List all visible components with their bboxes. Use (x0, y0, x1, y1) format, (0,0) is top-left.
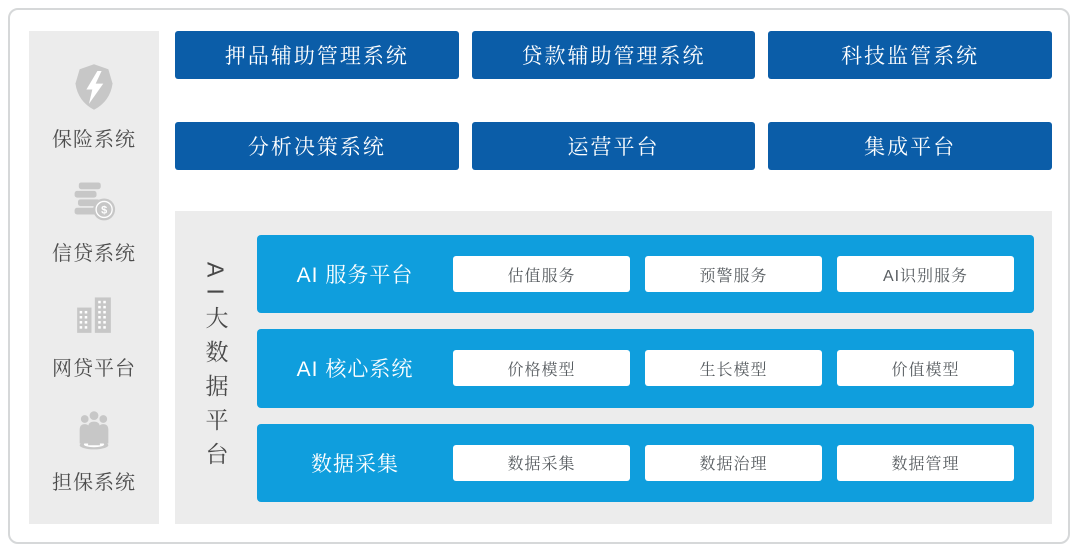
bar-label: AI 核心系统 (296, 358, 414, 382)
coins-dollar-icon (67, 174, 121, 228)
sidebar-item-insurance-system (52, 60, 136, 152)
sidebar-item-guarantee-system (52, 403, 136, 495)
system-button-row-1 (175, 31, 1052, 79)
value-model-chip: 价值模型 (837, 350, 1014, 386)
warning-service-chip: 预警服务 (645, 256, 822, 292)
data-collection-bar (257, 424, 1034, 502)
bar-chips (453, 256, 1014, 292)
panel-vertical-title: AI大数据平台 (202, 261, 229, 476)
growth-model-chip: 生长模型 (645, 350, 822, 386)
buildings-icon (67, 289, 121, 343)
data-collection-chip: 数据采集 (453, 445, 630, 481)
external-systems-sidebar (29, 31, 159, 524)
analysis-decision-system-button: 分析决策系统 (175, 122, 459, 170)
integration-platform-button: 集成平台 (768, 122, 1052, 170)
panel-title-column (175, 235, 257, 502)
diagram-card (8, 8, 1070, 544)
bar-chips (453, 445, 1014, 481)
system-button-row-2 (175, 122, 1052, 170)
people-group-icon (67, 403, 121, 457)
ai-service-platform-bar (257, 235, 1034, 313)
sidebar-item-label: 信贷系统 (52, 243, 136, 266)
tech-regulation-system-button: 科技监管系统 (768, 31, 1052, 79)
data-management-chip: 数据管理 (837, 445, 1014, 481)
loan-assist-management-system-button: 贷款辅助管理系统 (472, 31, 756, 79)
sidebar-item-credit-system (52, 174, 136, 266)
main-area (175, 31, 1052, 524)
price-model-chip: 价格模型 (453, 350, 630, 386)
bar-chips (453, 350, 1014, 386)
svg-text:$: $ (101, 204, 108, 217)
bar-label: 数据采集 (311, 452, 399, 476)
operation-platform-button: 运营平台 (472, 122, 756, 170)
bar-label: AI 服务平台 (296, 264, 414, 288)
sidebar-item-label: 担保系统 (52, 472, 136, 495)
collateral-assist-management-system-button: 押品辅助管理系统 (175, 31, 459, 79)
sidebar-item-online-lending-platform (52, 289, 136, 381)
shield-lightning-icon (67, 60, 121, 114)
valuation-service-chip: 估值服务 (453, 256, 630, 292)
ai-recognition-service-chip: AI识别服务 (837, 256, 1014, 292)
ai-bigdata-platform-panel (175, 211, 1052, 524)
sidebar-item-label: 网贷平台 (52, 357, 136, 380)
platform-layer-bars (257, 235, 1034, 502)
sidebar-item-label: 保险系统 (52, 128, 136, 151)
data-governance-chip: 数据治理 (645, 445, 822, 481)
ai-core-system-bar (257, 329, 1034, 407)
